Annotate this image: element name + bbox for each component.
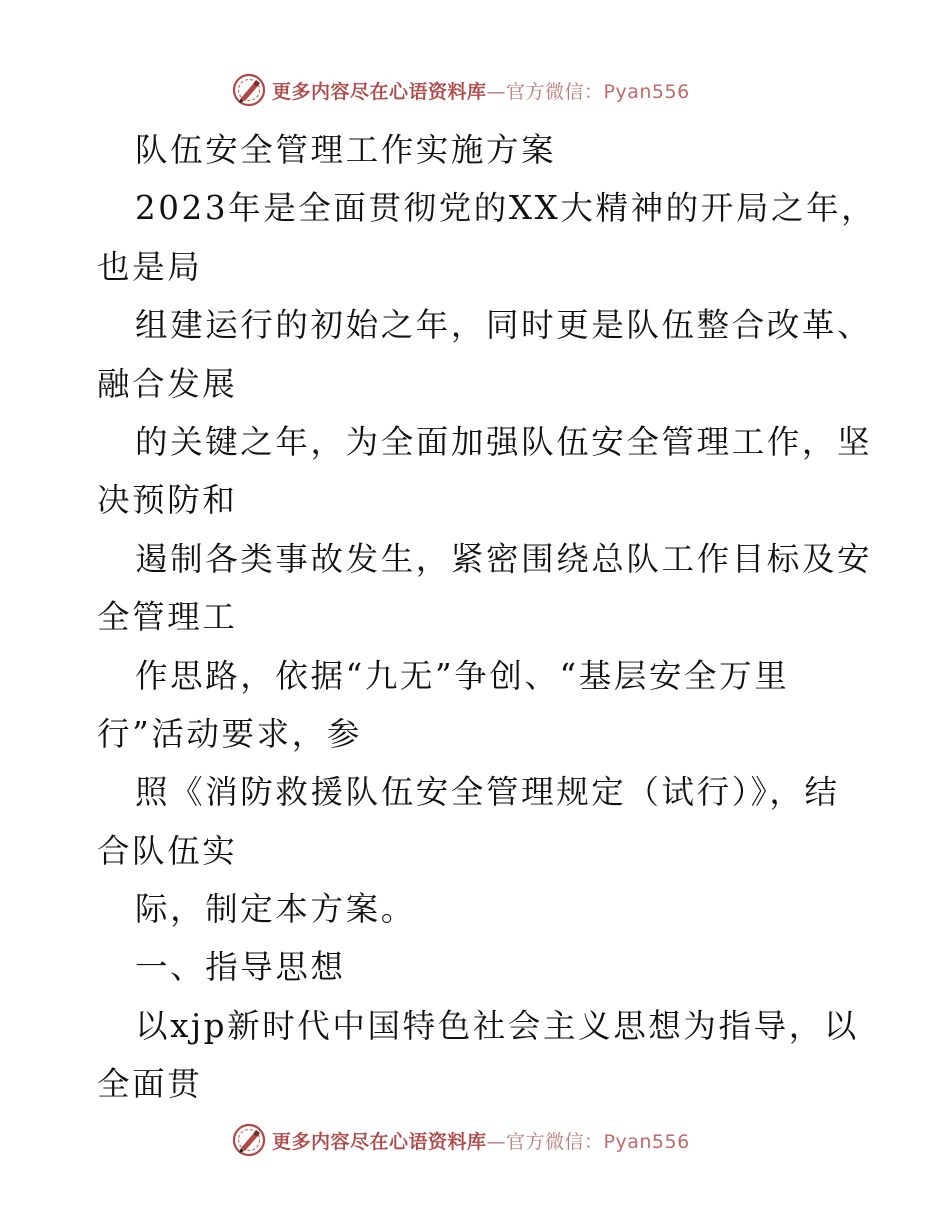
pen-logo-icon [232,1123,266,1157]
text-line: 以xjp新时代中国特色社会主义思想为指导，以 [135,1006,859,1045]
document-title: 队伍安全管理工作实施方案 [135,131,557,169]
text-line: 的关键之年，为全面加强队伍安全管理工作，坚 [135,422,873,461]
banner-label: 官方微信： [506,1130,604,1153]
banner-main-text: 更多内容尽在心语资料库 [272,1130,487,1153]
banner-wechat-id: Pyan556 [603,1130,690,1153]
text-line: 也是局 [97,247,203,286]
text-line: 全面贯 [97,1065,203,1104]
text-line: 作思路，依据“九无”争创、“基层安全万里 [135,656,790,695]
text-line: 融合发展 [97,364,238,403]
text-line: 合队伍实 [97,831,238,870]
document-body [97,121,877,1114]
header-banner [232,70,690,110]
footer-banner-text [272,1127,690,1154]
footer-banner [232,1120,690,1160]
text-line: 2023年是全面贯彻党的XX大精神的开局之年， [135,189,877,228]
text-line: 行”活动要求，参 [97,714,362,753]
header-banner-text [272,77,690,104]
pen-logo-icon [232,73,266,107]
banner-wechat-id: Pyan556 [603,80,690,103]
text-line: 际，制定本方案。 [135,890,416,929]
text-line: 遏制各类事故发生，紧密围绕总队工作目标及安 [135,539,873,578]
banner-main-text: 更多内容尽在心语资料库 [272,80,487,103]
text-line: 决预防和 [97,481,238,520]
text-line: 全管理工 [97,598,238,637]
section-heading: 一、指导思想 [135,948,346,987]
banner-dash: — [486,80,507,103]
text-line: 照《消防救援队伍安全管理规定（试行）》，结 [135,773,840,812]
banner-label: 官方微信： [506,80,604,103]
text-line: 组建运行的初始之年，同时更是队伍整合改革、 [135,306,873,345]
banner-dash: — [486,1130,507,1153]
